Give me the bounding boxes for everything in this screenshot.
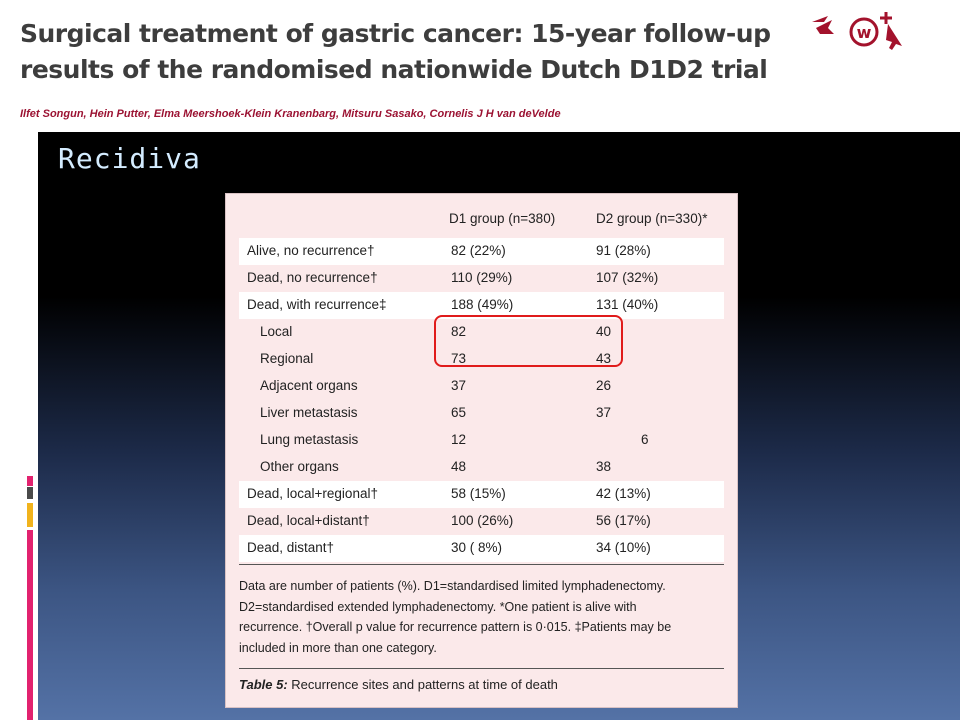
paper-authors: Ilfet Songun, Hein Putter, Elma Meershoek-Klein Kranenbarg, Mitsuru Sasako, Cornelis J H van deVelde [20, 108, 561, 120]
row-label: Local [260, 324, 293, 339]
row-value-d1: 100 (26%) [451, 513, 514, 528]
row-value-d2: 107 (32%) [596, 270, 659, 285]
footnote-line: Data are number of patients (%). D1=standardised limited lymphadenectomy. [239, 579, 666, 593]
table-row [239, 481, 724, 508]
row-label: Liver metastasis [260, 405, 358, 420]
table-divider [239, 668, 724, 669]
row-label: Alive, no recurrence† [247, 243, 375, 258]
svg-text:w: w [856, 23, 872, 42]
row-value-d1: 65 [451, 405, 467, 420]
table-caption [239, 677, 724, 692]
row-value-d1: 188 (49%) [451, 297, 514, 312]
lancet-logo-icon [810, 8, 920, 52]
row-label: Regional [260, 351, 314, 366]
table-row [239, 427, 724, 454]
row-label: Adjacent organs [260, 378, 358, 393]
accent-bar-magenta [27, 530, 33, 720]
accent-bar-yellow [27, 503, 33, 527]
footnote-line: included in more than one category. [239, 640, 437, 655]
row-value-d2: 91 (28%) [596, 243, 651, 258]
column-header-d2: D2 group (n=330)* [596, 211, 708, 226]
table-row [239, 373, 724, 400]
row-value-d2: 38 [596, 459, 612, 474]
table-footnotes [239, 576, 714, 658]
row-value-d2: 34 (10%) [596, 540, 651, 555]
row-label: Dead, no recurrence† [247, 270, 378, 285]
row-value-d2: 6 [641, 432, 649, 447]
row-value-d1: 37 [451, 378, 467, 393]
row-value-d1: 48 [451, 459, 467, 474]
row-value-d1: 12 [451, 432, 467, 447]
table-row [239, 265, 724, 292]
table-row [239, 400, 724, 427]
table-row [239, 508, 724, 535]
row-label: Dead, with recurrence‡ [247, 297, 387, 312]
row-value-d2: 56 (17%) [596, 513, 651, 528]
row-label: Lung metastasis [260, 432, 359, 447]
table-caption-number: Table 5: [239, 677, 288, 692]
table-row [239, 535, 724, 562]
footnote-line: D2=standardised extended lymphadenectomy. *One patient is alive with [239, 599, 637, 614]
highlight-box [434, 315, 623, 367]
slide-header [0, 0, 960, 132]
table-caption-text: Recurrence sites and patterns at time of death [287, 677, 558, 692]
row-value-d2: 37 [596, 405, 612, 420]
row-value-d1: 110 (29%) [451, 270, 513, 285]
row-value-d2: 40 [596, 324, 612, 339]
row-value-d1: 82 [451, 324, 467, 339]
row-value-d2: 43 [596, 351, 612, 366]
table-header [239, 200, 724, 239]
slide-heading: Recidiva [58, 142, 201, 175]
table-row [239, 454, 724, 481]
paper-title: Surgical treatment of gastric cancer: 15-year follow-up results of the randomised nationwide Dutch D1D2 trial [20, 19, 771, 84]
recurrence-table [225, 193, 738, 708]
accent-bar-grey [27, 487, 33, 499]
column-header-d1: D1 group (n=380) [449, 211, 556, 226]
row-label: Other organs [260, 459, 339, 474]
row-label: Dead, local+distant† [247, 513, 370, 528]
row-value-d1: 82 (22%) [451, 243, 506, 258]
row-value-d1: 58 (15%) [451, 486, 506, 501]
accent-bar-pink [27, 476, 33, 486]
row-value-d1: 30 ( 8%) [451, 540, 503, 555]
row-label: Dead, distant† [247, 540, 335, 555]
row-value-d1: 73 [451, 351, 467, 366]
footnote-line: recurrence. †Overall p value for recurrence pattern is 0·015. ‡Patients may be [239, 620, 672, 634]
table-divider [239, 564, 724, 565]
row-value-d2: 26 [596, 378, 612, 393]
row-label: Dead, local+regional† [247, 486, 378, 501]
row-value-d2: 131 (40%) [596, 297, 659, 312]
table-row [239, 238, 724, 265]
row-value-d2: 42 (13%) [596, 486, 651, 501]
